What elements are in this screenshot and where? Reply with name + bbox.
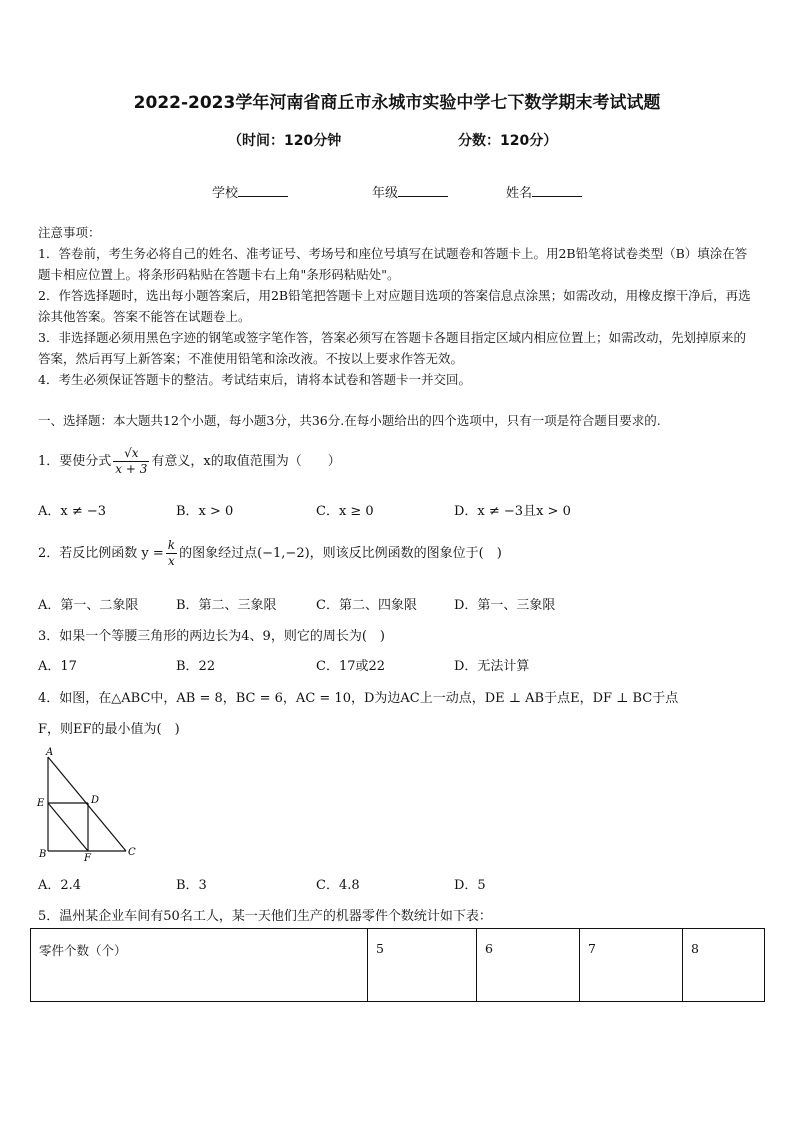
table-cell: 零件个数（个） [31, 929, 368, 1002]
name-field [506, 182, 582, 201]
label-f: F [84, 853, 91, 864]
q1-numerator: √x [113, 446, 149, 462]
q4-option-d: D．5 [454, 878, 486, 893]
table-row [31, 929, 765, 1002]
notes-heading: 注意事项： [38, 225, 101, 240]
q2-denominator: x [168, 554, 175, 568]
segment-ef [48, 803, 88, 851]
question-5: 5．温州某企业车间有50名工人，某一天他们生产的机器零件个数统计如下表： [38, 909, 492, 924]
q2-prefix: 2．若反比例函数 y = [38, 546, 164, 561]
school-label: 学校 [212, 186, 239, 201]
q4-option-b: B．3 [176, 878, 207, 893]
grade-field [372, 182, 448, 201]
exam-score: 分数：120分） [458, 133, 558, 149]
q1-prefix: 1．要使分式 [38, 454, 112, 469]
q4-option-a: A．2.4 [38, 878, 82, 893]
school-field [212, 182, 288, 201]
q2-option-a: A．第一、二象限 [38, 598, 139, 613]
grade-blank [398, 184, 448, 197]
q2-numerator: k [167, 538, 176, 552]
q2-option-b: B．第二、三象限 [176, 598, 277, 613]
triangle-figure [34, 745, 144, 865]
school-blank [238, 184, 288, 197]
q3-option-d: D．无法计算 [454, 659, 530, 674]
side-ac [48, 757, 126, 851]
table-cell: 5 [368, 929, 477, 1002]
label-b: B [39, 849, 47, 860]
q4-option-c: C．4.8 [316, 878, 360, 893]
note-item: 3．非选择题必须用黑色字迹的钢笔或签字笔作答，答案必须写在答题卡各题目指定区域内相应位置上；如需改动，先划掉原来的答案，然后再写上新答案；不准使用铅笔和涂改液。不按以上要求作答无效。 [38, 330, 746, 366]
table-cell: 7 [580, 929, 683, 1002]
name-blank [532, 184, 582, 197]
q2-suffix: 的图象经过点(−1,−2)，则该反比例函数的图象位于( ) [179, 546, 502, 561]
q1-option-b: B．x > 0 [176, 504, 234, 519]
q2-option-c: C．第二、四象限 [316, 598, 417, 613]
note-item: 2．作答选择题时，选出每小题答案后，用2B铅笔把答题卡上对应题目选项的答案信息点涂黑；如需改动，用橡皮擦干净后，再选涂其他答案。答案不能答在试题卷上。 [38, 288, 751, 324]
page-title: 2022-2023学年河南省商丘市永城市实验中学七下数学期末考试试题 [133, 93, 661, 113]
q2-option-d: D．第一、三象限 [454, 598, 556, 613]
name-label: 姓名 [506, 186, 533, 201]
note-item: 1．答卷前，考生务必将自己的姓名、准考证号、考场号和座位号填写在试题卷和答题卡上。用2B铅笔将试卷类型（B）填涂在答题卡相应位置上。将条形码粘贴在答题卡右上角"条形码粘贴处"。 [38, 246, 748, 282]
section-heading: 一、选择题：本大题共12个小题，每小题3分，共36分.在每小题给出的四个选项中，只有一项是符合题目要求的. [38, 413, 661, 428]
q2-fraction [166, 538, 177, 569]
label-e: E [37, 798, 45, 809]
note-item: 4．考生必须保证答题卡的整洁。考试结束后，请将本试卷和答题卡一并交回。 [38, 372, 471, 387]
question-4-line1: 4．如图，在△ABC中，AB = 8，BC = 6，AC = 10，D为边AC上一动点，DE ⊥ AB于点E，DF ⊥ BC于点 [38, 691, 679, 706]
q3-option-c: C．17或22 [316, 659, 386, 674]
question-1 [38, 446, 341, 477]
q1-option-d: D．x ≠ −3且x > 0 [454, 504, 571, 519]
question-3: 3．如果一个等腰三角形的两边长为4、9，则它的周长为( ) [38, 629, 385, 644]
table-cell: 6 [477, 929, 580, 1002]
question-4-line2: F，则EF的最小值为( ) [38, 722, 180, 737]
q1-option-a: A．x ≠ −3 [38, 504, 107, 519]
grade-label: 年级 [372, 186, 399, 201]
label-d: D [91, 795, 100, 806]
question-2 [38, 538, 502, 569]
q1-fraction [113, 446, 149, 477]
exam-notes [38, 222, 758, 390]
q1-option-c: C．x ≥ 0 [316, 504, 374, 519]
q1-suffix: 有意义，x的取值范围为（ ） [151, 454, 341, 469]
label-a: A [46, 747, 54, 758]
table-cell: 8 [683, 929, 765, 1002]
q3-option-b: B．22 [176, 659, 216, 674]
q3-option-a: A．17 [38, 659, 77, 674]
exam-time: （时间：120分钟 [228, 133, 342, 149]
label-c: C [128, 847, 136, 858]
q1-denominator: x + 3 [115, 462, 148, 476]
parts-table [30, 928, 765, 1002]
